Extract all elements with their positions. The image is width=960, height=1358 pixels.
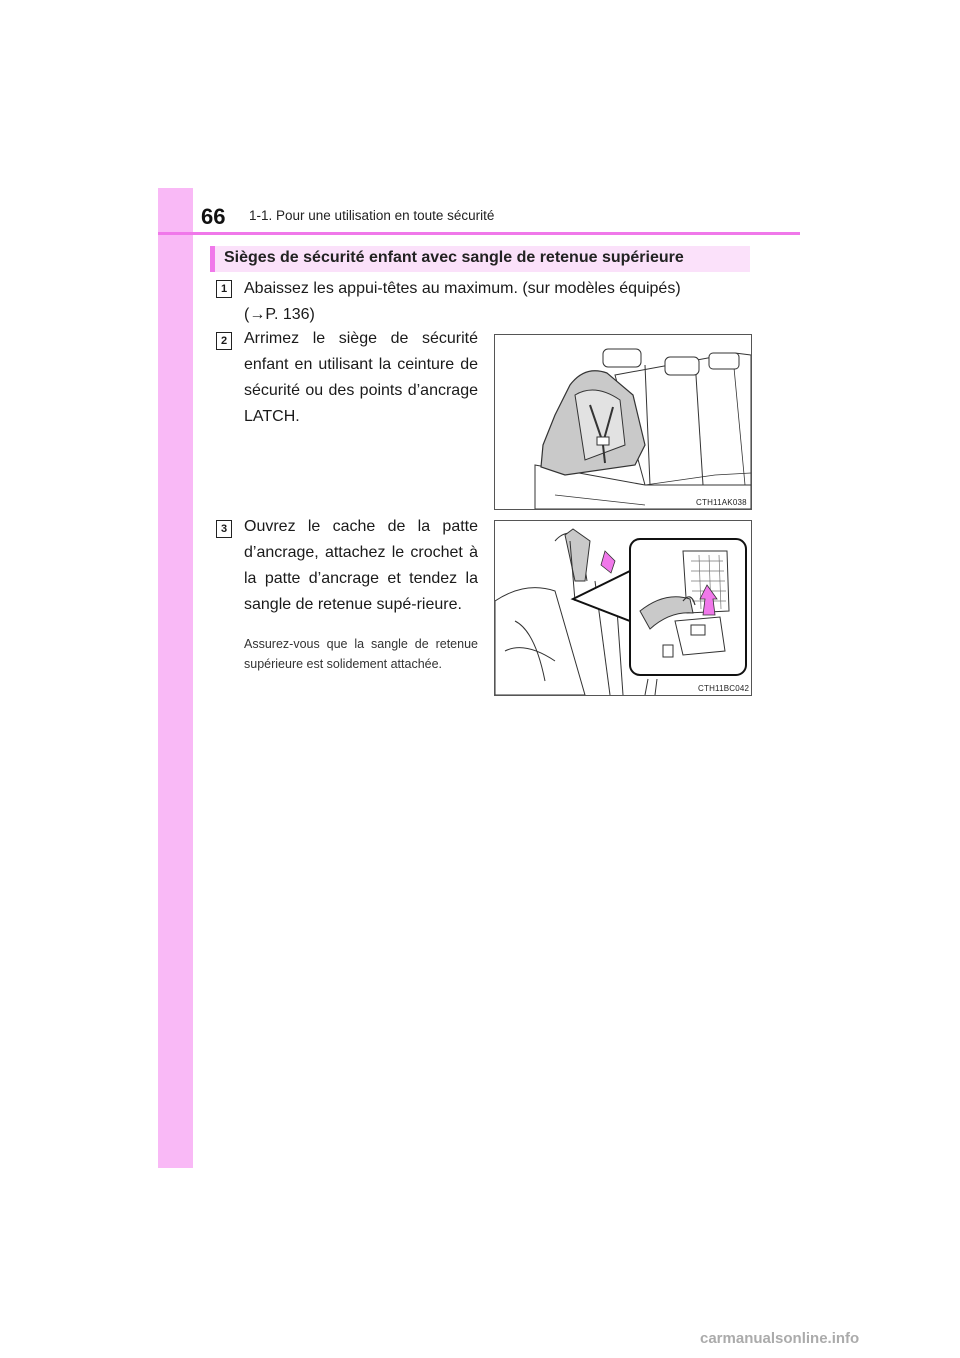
step-2-number: 2 <box>216 332 232 350</box>
child-seat-illustration <box>495 335 751 509</box>
section-accent <box>210 246 215 272</box>
section-title: Sièges de sécurité enfant avec sangle de retenue supérieure <box>224 249 684 266</box>
chapter-title: 1-1. Pour une utilisation en toute sécurité <box>249 208 495 223</box>
step-1-line-1: Abaissez les appui-têtes au maximum. (sur modèles équipés) <box>244 280 681 297</box>
step-3-text: Ouvrez le cache de la patte d’ancrage, attachez le crochet à la patte d’ancrage et tendez la sangle de retenue supé-rieure. <box>244 518 478 613</box>
side-tab-strip <box>158 188 193 1168</box>
page-number: 66 <box>201 204 226 229</box>
figure-code-2: CTH11BC042 <box>698 684 750 693</box>
figure-code-1: CTH11AK038 <box>696 498 747 507</box>
watermark: carmanualsonline.info <box>700 1330 860 1347</box>
header-divider <box>158 232 800 235</box>
figure-top-tether <box>494 520 752 696</box>
figure-child-seat <box>494 334 752 510</box>
step-3-note: Assurez-vous que la sangle de retenue supérieure est solidement attachée. <box>244 637 478 671</box>
step-1-number: 1 <box>216 280 232 298</box>
step-3-number: 3 <box>216 520 232 538</box>
step-1-text <box>244 276 754 328</box>
step-2-text: Arrimez le siège de sécurité enfant en utilisant la ceinture de sécurité ou des points d’ancrage LATCH. <box>244 330 478 425</box>
top-tether-illustration <box>495 521 751 695</box>
step-1-line-2: (→P. 136) <box>244 306 315 323</box>
